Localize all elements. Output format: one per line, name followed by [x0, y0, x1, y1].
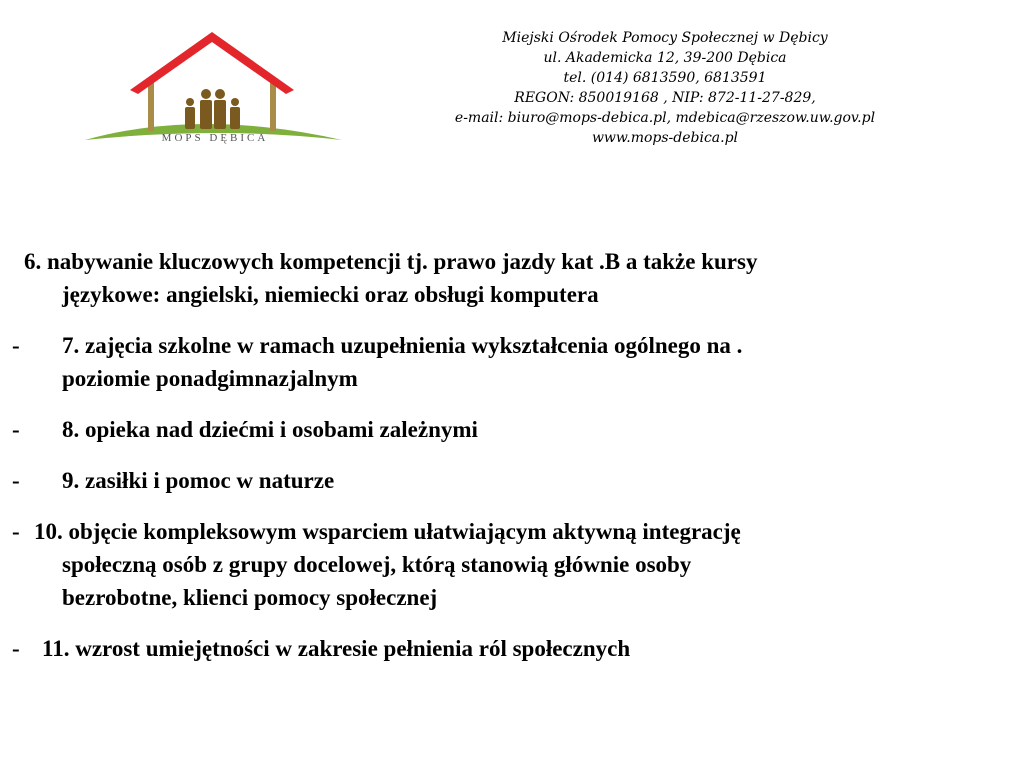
- header-regon-nip: REGON: 850019168 , NIP: 872-11-27-829,: [514, 90, 816, 106]
- logo-text: MOPS DĘBICA: [161, 132, 269, 144]
- institution-header: [440, 28, 890, 148]
- header-phone: tel. (014) 6813590, 6813591: [563, 70, 767, 86]
- list-item-line: 11. wzrost umiejętności w zakresie pełnienia ról społecznych: [42, 636, 631, 661]
- list-item: [0, 632, 1000, 665]
- list-bullet: -: [12, 333, 20, 358]
- list-item: [0, 464, 1000, 497]
- list-bullet: -: [12, 417, 20, 442]
- list-item: [0, 515, 1000, 614]
- list-item-line: 9. zasiłki i pomoc w naturze: [62, 468, 335, 493]
- list-item-line: 8. opieka nad dziećmi i osobami zależnymi: [62, 417, 478, 442]
- header-name: Miejski Ośrodek Pomocy Społecznej w Dębicy: [502, 30, 828, 46]
- list-item-line: bezrobotne, klienci pomocy społecznej: [62, 585, 438, 610]
- content-list: [0, 245, 1000, 683]
- list-bullet: -: [12, 519, 20, 544]
- list-item-line: językowe: angielski, niemiecki oraz obsługi komputera: [62, 282, 599, 307]
- list-item: [0, 413, 1000, 446]
- header-address: ul. Akademicka 12, 39-200 Dębica: [543, 50, 787, 66]
- list-item-line: poziomie ponadgimnazjalnym: [62, 366, 358, 391]
- header-website: www.mops-debica.pl: [591, 130, 739, 146]
- list-bullet: -: [12, 468, 20, 493]
- header-email: e-mail: biuro@mops-debica.pl, mdebica@rzeszow.uw.gov.pl: [454, 110, 876, 126]
- list-item-line: 10. objęcie kompleksowym wsparciem ułatwiającym aktywną integrację: [34, 519, 741, 544]
- list-item-line: 6. nabywanie kluczowych kompetencji tj. prawo jazdy kat .B a także kursy: [24, 249, 758, 274]
- list-item: [0, 329, 1000, 395]
- list-item: [0, 245, 1000, 311]
- list-bullet: -: [12, 636, 20, 661]
- list-item-line: społeczną osób z grupy docelowej, którą stanowią głównie osoby: [62, 552, 692, 577]
- list-item-line: 7. zajęcia szkolne w ramach uzupełnienia wykształcenia ogólnego na .: [62, 333, 743, 358]
- mops-logo: [80, 28, 350, 158]
